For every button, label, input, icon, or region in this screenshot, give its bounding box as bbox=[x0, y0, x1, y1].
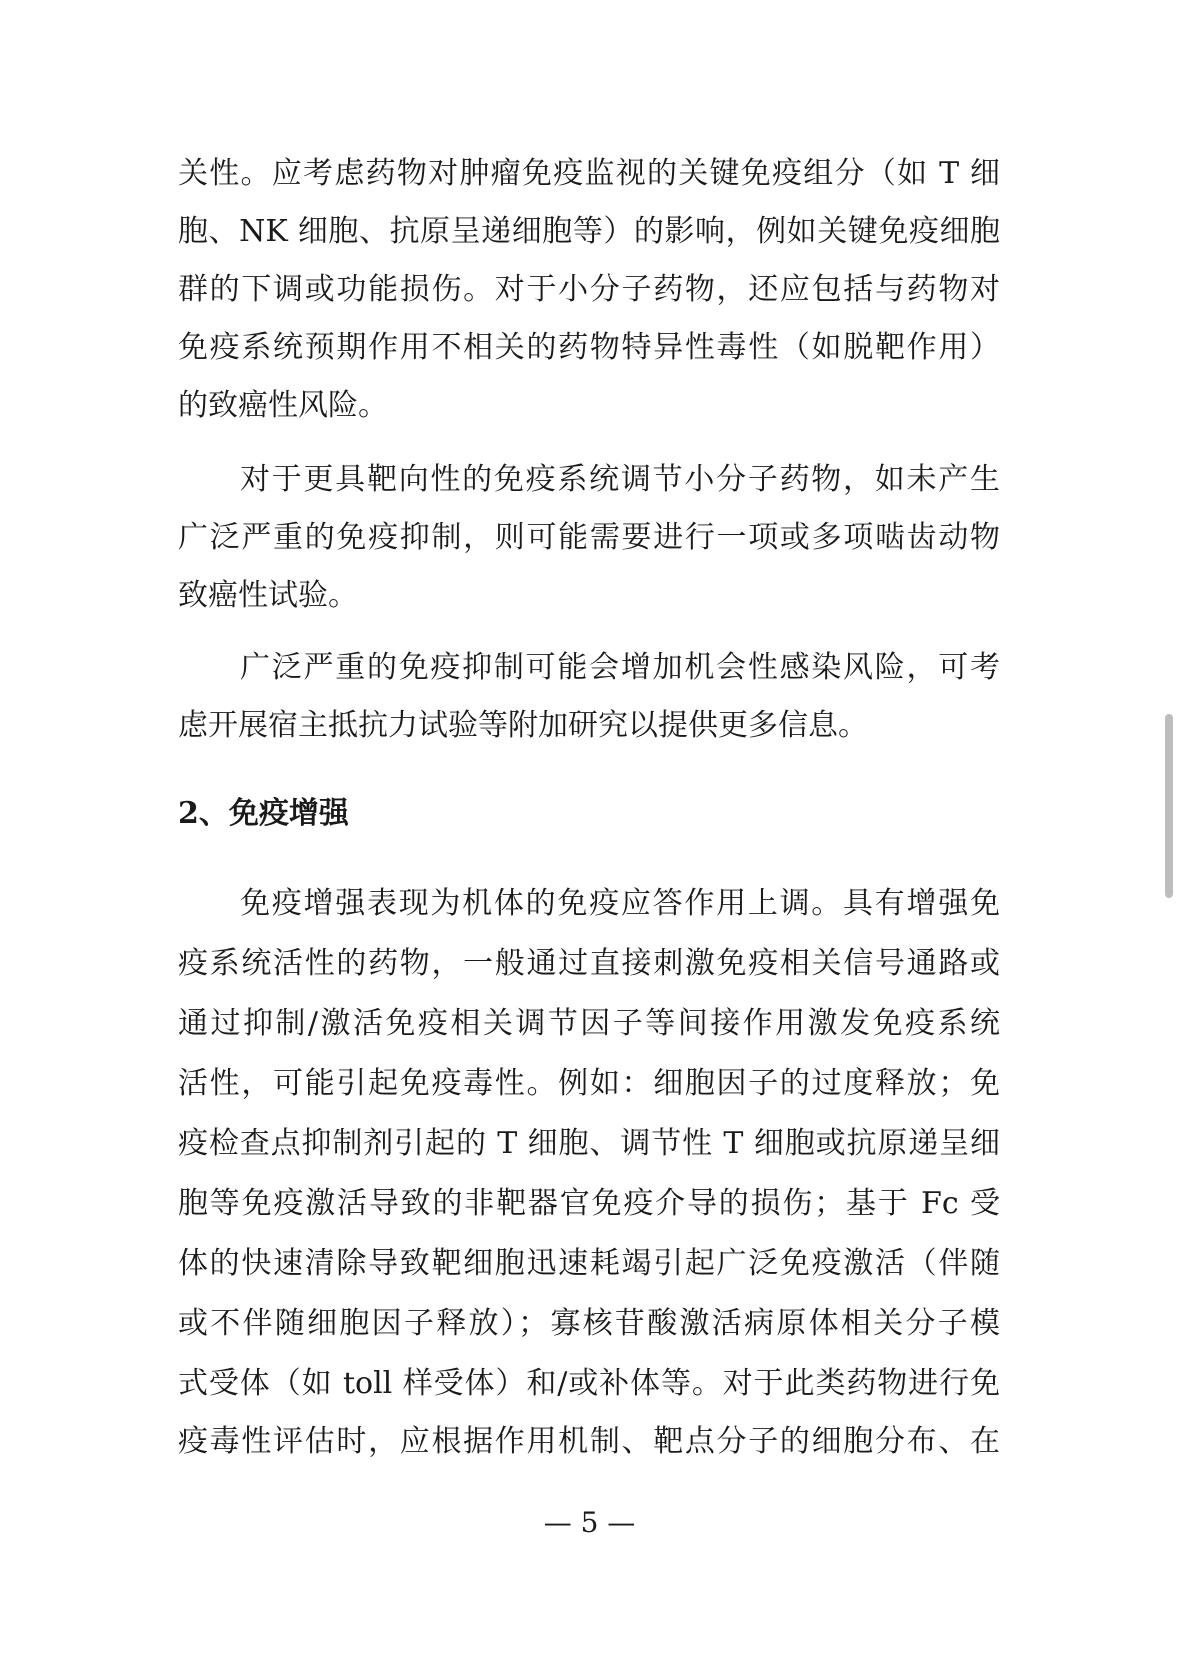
text-line: 疫检查点抑制剂引起的 T 细胞、调节性 T 细胞或抗原递呈细 bbox=[178, 1126, 1000, 1161]
text-line: 胞、NK 细胞、抗原呈递细胞等）的影响，例如关键免疫细胞 bbox=[178, 214, 1000, 249]
text-line: 广泛严重的免疫抑制，则可能需要进行一项或多项啮齿动物 bbox=[178, 520, 1000, 555]
text-line: 虑开展宿主抵抗力试验等附加研究以提供更多信息。 bbox=[178, 708, 868, 743]
text-line: 免疫增强表现为机体的免疫应答作用上调。具有增强免 bbox=[240, 886, 1000, 921]
text-line: 式受体（如 toll 样受体）和/或补体等。对于此类药物进行免 bbox=[178, 1366, 1000, 1401]
text-line: 免疫系统预期作用不相关的药物特异性毒性（如脱靶作用） bbox=[178, 330, 1000, 365]
text-line: 胞等免疫激活导致的非靶器官免疫介导的损伤；基于 Fc 受 bbox=[178, 1186, 1000, 1221]
text-line: 致癌性试验。 bbox=[178, 578, 358, 613]
text-line: 或不伴随细胞因子释放）；寡核苷酸激活病原体相关分子模 bbox=[178, 1306, 1000, 1341]
text-line: 关性。应考虑药物对肿瘤免疫监视的关键免疫组分（如 T 细 bbox=[178, 156, 1000, 191]
text-line: 的致癌性风险。 bbox=[178, 388, 388, 423]
page-number: — 5 — bbox=[543, 1506, 636, 1539]
text-line: 通过抑制/激活免疫相关调节因子等间接作用激发免疫系统 bbox=[178, 1006, 1000, 1041]
text-line: 广泛严重的免疫抑制可能会增加机会性感染风险，可考 bbox=[240, 650, 1000, 685]
text-line: 疫毒性评估时，应根据作用机制、靶点分子的细胞分布、在 bbox=[178, 1424, 1000, 1459]
section-heading: 2、免疫增强 bbox=[178, 796, 349, 831]
text-line: 体的快速清除导致靶细胞迅速耗竭引起广泛免疫激活（伴随 bbox=[178, 1246, 1000, 1281]
text-line: 群的下调或功能损伤。对于小分子药物，还应包括与药物对 bbox=[178, 272, 1000, 307]
text-line: 疫系统活性的药物，一般通过直接刺激免疫相关信号通路或 bbox=[178, 946, 1000, 981]
scrollbar-thumb[interactable] bbox=[1165, 714, 1173, 898]
text-line: 活性，可能引起免疫毒性。例如：细胞因子的过度释放；免 bbox=[178, 1066, 1000, 1101]
text-line: 对于更具靶向性的免疫系统调节小分子药物，如未产生 bbox=[240, 462, 1000, 497]
